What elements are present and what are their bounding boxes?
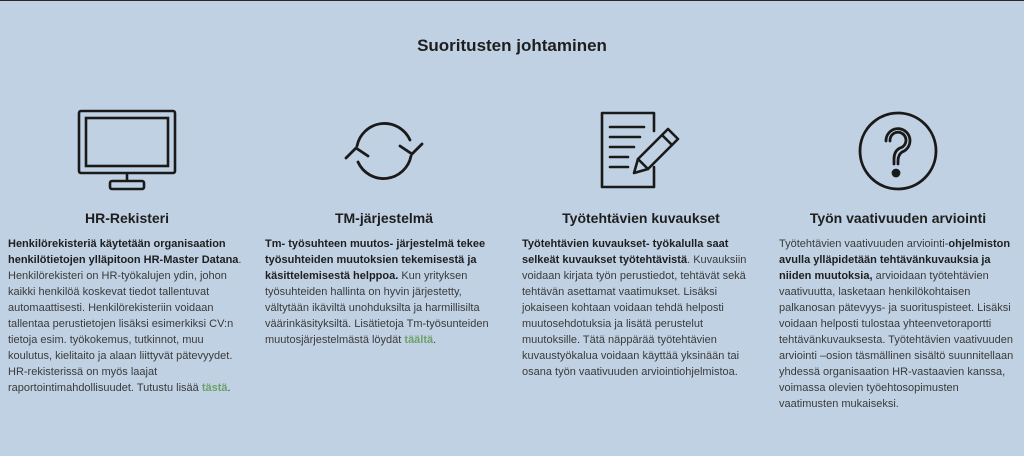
- description-highlight: ohjelmiston avulla ylläpidetään tehtävänkuvauksia ja niiden muutoksia,: [779, 238, 1011, 282]
- description-highlight: Työtehtävien kuvaukset- työkalulla saat selkeät kuvaukset työtehtävistä: [522, 238, 729, 266]
- read-more-link[interactable]: tästä: [201, 382, 228, 394]
- section-title: Suoritusten johtaminen: [417, 36, 607, 55]
- read-more-link[interactable]: täältä: [404, 334, 434, 346]
- column-description: [265, 236, 503, 348]
- feature-column-hr-register: [8, 106, 246, 396]
- description-text: . Kuvauksiin voidaan kirjata työn perustiedot, tehtävät sekä tehtävän asettamat vaatimukset. Lisäksi jokaiseen kohtaan voidaan tehdä helposti muutosehdotuksia ja lisätä perustelut muutoksille. Tätä näppärää työtehtävien kuvaustyökalua voidaan käyttää yksinään tai osana työn vaativuuden arviointiohjelmistoa.: [522, 254, 747, 378]
- sync-icon: [265, 106, 503, 196]
- column-description: [8, 236, 246, 396]
- description-text-end: .: [227, 382, 231, 394]
- column-title: Työtehtävien kuvaukset: [562, 210, 720, 226]
- description-highlight: Tm- työsuhteen muutos- järjestelmä tekee työsuhteiden muutoksien tekemisestä ja käsittelemisestä helppoa.: [265, 238, 486, 282]
- description-text: . Henkilörekisteri on HR-työkalujen ydin, johon kaikki henkilöä koskevat tiedot tallentuvat automaattisesti. Henkilörekisteriin voidaan tallentaa perustietojen lisäksi esimerkiksi CV:n tietoja esim. työkokemus, tutkinnot, muu koulutus, kielitaito ja alaan liittyvät pätevyydet. HR-rekisterissä on myös laajat raportointimahdollisuudet. Tutustu lisää: [8, 254, 242, 394]
- feature-column-tm-system: [265, 106, 503, 348]
- question-circle-icon: [779, 106, 1017, 196]
- description-highlight: Henkilörekisteriä käytetään organisaation henkilötietojen ylläpitoon HR-Master Datana: [8, 238, 239, 266]
- description-intro: Työtehtävien vaativuuden arviointi-: [779, 238, 949, 250]
- column-title: Työn vaativuuden arviointi: [809, 210, 987, 226]
- description-text: arvioidaan työtehtävien vaativuutta, lasketaan henkilökohtaisen palkanosan pätevyys- ja suorituspisteet. Lisäksi voidaan helposti tulostaa yhteenvetoraportti tehtävänkuvauksesta. Työtehtävien vaativuuden arviointi –osion täsmällinen sisältö suunnitellaan yhdessä organisaation HR-vastaavien kanssa, voimassa olevien työehtosopimusten vaatimusten mukaiseksi.: [779, 270, 1014, 410]
- monitor-icon: [8, 106, 246, 196]
- column-title: HR-Rekisteri: [84, 210, 170, 226]
- document-edit-icon: [522, 106, 760, 196]
- column-description: [522, 236, 760, 380]
- description-text: Kun yrityksen työsuhteiden hallinta on hyvin järjestetty, vältytään ikäviltä unohduksilta ja harmillisilta väärinkäsityksiltä. Lisätietoja Tm-työsunteiden muutosjärjestelmästä löydät: [265, 270, 489, 346]
- description-text-end: .: [433, 334, 437, 346]
- feature-column-job-evaluation: [779, 106, 1017, 412]
- feature-column-job-descriptions: [522, 106, 760, 380]
- column-description: [779, 236, 1017, 412]
- column-title: TM-järjestelmä: [334, 210, 434, 226]
